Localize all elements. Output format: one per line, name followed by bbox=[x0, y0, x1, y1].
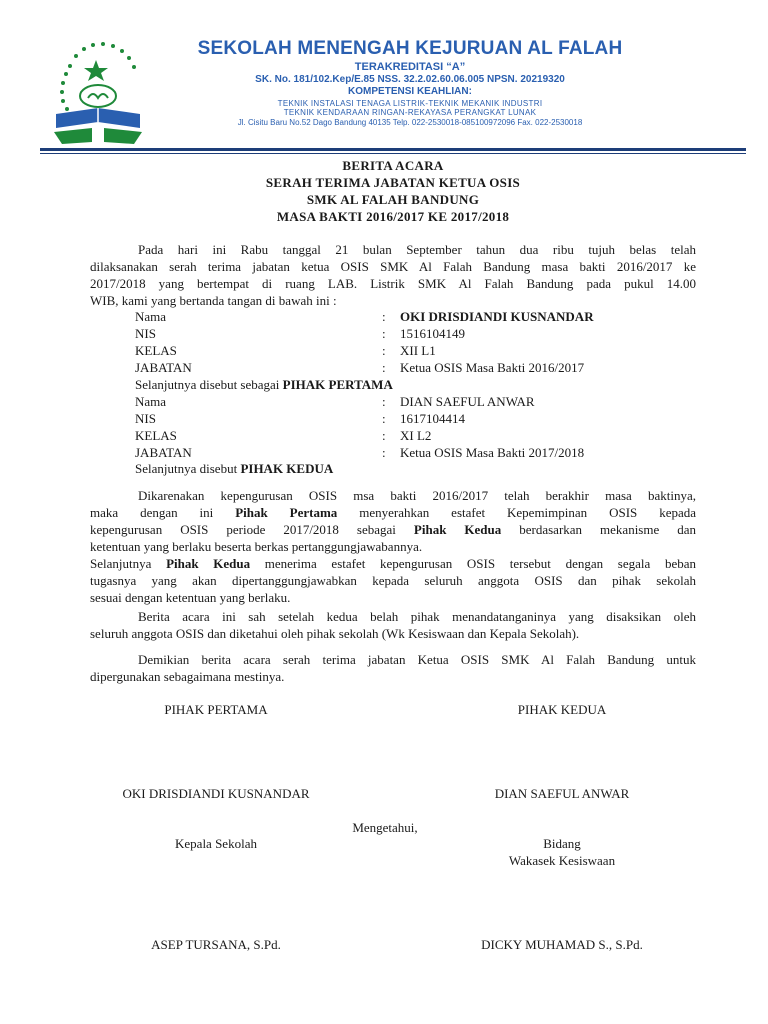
registration-numbers: SK. No. 181/102.Kep/E.85 NSS. 32.2.02.60.06.005 NPSN. 20219320 bbox=[255, 74, 565, 85]
p1-nis: 1516104149 bbox=[400, 326, 465, 341]
colon: : bbox=[382, 428, 386, 443]
para3-line: sesuai dengan ketentuan yang berlaku. bbox=[90, 590, 291, 605]
para5-line: dipergunakan sebagaimana mestinya. bbox=[90, 669, 285, 684]
colon: : bbox=[382, 309, 386, 324]
p1-kelas: XII L1 bbox=[400, 343, 436, 358]
letterhead-rule-thick bbox=[40, 148, 746, 151]
p1-name-label: Nama bbox=[135, 309, 167, 324]
p2-jabatan: Ketua OSIS Masa Bakti 2017/2018 bbox=[400, 445, 585, 460]
doc-title-4: MASA BAKTI 2016/2017 KE 2017/2018 bbox=[276, 209, 510, 224]
doc-title-2: SERAH TERIMA JABATAN KETUA OSIS bbox=[265, 175, 521, 190]
para3-line: Selanjutnya Pihak Kedua menerima estafet kepengurusan OSIS tersebut dengan segala beban bbox=[90, 556, 696, 571]
intro-line: 2017/2018 yang bertempat di ruang LAB. Listrik SMK Al Falah Bandung pada pukul 14.00 bbox=[90, 276, 696, 291]
p2-jabatan-label: JABATAN bbox=[135, 445, 192, 460]
p2-nis-label: NIS bbox=[135, 411, 156, 426]
program-line-2: TEKNIK KENDARAAN RINGAN-REKAYASA PERANGKAT LUNAK bbox=[283, 108, 537, 117]
competency-title: KOMPETENSI KEAHLIAN: bbox=[348, 86, 472, 97]
accreditation: TERAKREDITASI “A” bbox=[354, 61, 466, 73]
vice-name: DICKY MUHAMAD S., S.Pd. bbox=[481, 937, 643, 952]
para3-line: tugasnya yang akan dipertanggungjawabkan kepada seluruh anggota OSIS dan pihak sekolah bbox=[90, 573, 696, 588]
colon: : bbox=[382, 411, 386, 426]
intro-paragraph bbox=[90, 241, 696, 309]
p2-nis: 1617104414 bbox=[400, 411, 465, 426]
p2-kelas-label: KELAS bbox=[135, 428, 177, 443]
program-line-1: TEKNIK INSTALASI TENAGA LISTRIK-TEKNIK MEKANIK INDUSTRI bbox=[277, 99, 543, 108]
colon: : bbox=[382, 394, 386, 409]
letterhead-rule-thin bbox=[40, 153, 746, 154]
colon: : bbox=[382, 360, 386, 375]
field-title: Bidang bbox=[543, 836, 581, 851]
principal-title: Kepala Sekolah bbox=[175, 836, 257, 851]
p2-caption bbox=[135, 461, 333, 477]
doc-title-3: SMK AL FALAH BANDUNG bbox=[306, 192, 480, 207]
handover-paragraph bbox=[90, 487, 696, 606]
para4-line: Berita acara ini sah setelah kedua belah pihak menandatanganinya yang disaksikan oleh bbox=[138, 609, 696, 624]
para4-line: seluruh anggota OSIS dan diketahui oleh pihak sekolah (Wk Kesiswaan dan Kepala Sekolah). bbox=[90, 626, 580, 641]
intro-line: dilaksanakan serah terima jabatan ketua OSIS SMK Al Falah Bandung masa bakti 2016/2017 ke bbox=[90, 259, 696, 274]
p2-kelas: XI L2 bbox=[400, 428, 432, 443]
p1-name: OKI DRISDIANDI KUSNANDAR bbox=[400, 309, 594, 324]
intro-line: WIB, kami yang bertanda tangan di bawah ini : bbox=[90, 293, 337, 308]
sig-left-role: PIHAK PERTAMA bbox=[164, 702, 268, 717]
vice-title: Wakasek Kesiswaan bbox=[508, 853, 616, 868]
doc-title-1: BERITA ACARA bbox=[342, 158, 444, 173]
p2-role: PIHAK KEDUA bbox=[240, 461, 334, 476]
p1-jabatan-label: JABATAN bbox=[135, 360, 192, 375]
sig-right-name: DIAN SAEFUL ANWAR bbox=[494, 786, 630, 801]
closing-paragraph bbox=[90, 651, 696, 685]
p1-jabatan: Ketua OSIS Masa Bakti 2016/2017 bbox=[400, 360, 585, 375]
p2-name-label: Nama bbox=[135, 394, 167, 409]
intro-line: Pada hari ini Rabu tanggal 21 bulan September tahun dua ribu tujuh belas telah bbox=[138, 242, 696, 257]
p2-name: DIAN SAEFUL ANWAR bbox=[400, 394, 535, 409]
p2-caption-prefix: Selanjutnya disebut bbox=[135, 461, 241, 476]
para2-line: maka dengan ini Pihak Pertama menyerahkan estafet Kepemimpinan OSIS kepada bbox=[90, 505, 697, 520]
school-address: Jl. Cisitu Baru No.52 Dago Bandung 40135 Telp. 022-2530018-085100972096 Fax. 022-2530018 bbox=[237, 118, 583, 127]
principal-name: ASEP TURSANA, S.Pd. bbox=[151, 937, 281, 952]
colon: : bbox=[382, 445, 386, 460]
sig-right-role: PIHAK KEDUA bbox=[517, 702, 607, 717]
colon: : bbox=[382, 326, 386, 341]
para2-line: kepengurusan OSIS periode 2017/2018 sebagai Pihak Kedua berdasarkan mekanisme dan bbox=[90, 522, 697, 537]
school-name: SEKOLAH MENENGAH KEJURUAN AL FALAH bbox=[197, 38, 623, 59]
colon: : bbox=[382, 343, 386, 358]
school-logo bbox=[48, 36, 148, 148]
validity-paragraph bbox=[90, 608, 696, 642]
acknowledged-label: Mengetahui, bbox=[352, 820, 418, 835]
para5-line: Demikian berita acara serah terima jabatan Ketua OSIS SMK Al Falah Bandung untuk bbox=[138, 652, 696, 667]
p1-caption bbox=[135, 377, 393, 393]
p1-kelas-label: KELAS bbox=[135, 343, 177, 358]
sig-left-name: OKI DRISDIANDI KUSNANDAR bbox=[122, 786, 310, 801]
para2-line: ketentuan yang berlaku beserta berkas pertanggungjawabannya. bbox=[90, 539, 423, 554]
para2-line: Dikarenakan kepengurusan OSIS msa bakti 2016/2017 telah berakhir masa baktinya, bbox=[138, 488, 696, 503]
p1-nis-label: NIS bbox=[135, 326, 156, 341]
p1-caption-prefix: Selanjutnya disebut sebagai bbox=[135, 377, 283, 392]
p1-role: PIHAK PERTAMA bbox=[282, 377, 393, 392]
